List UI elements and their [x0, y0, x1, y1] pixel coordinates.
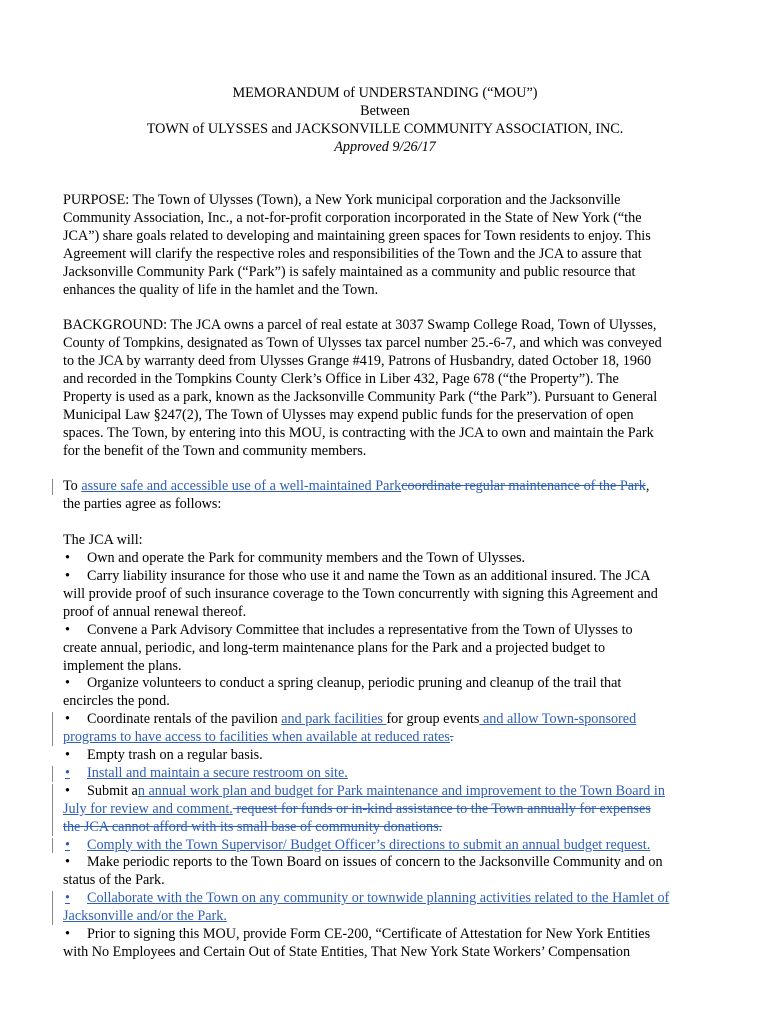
list-item	[63, 622, 713, 676]
purpose-line: Community Association, Inc., a not-for-profit corporation incorporated in the State of New York (“the	[63, 209, 642, 226]
list-item-text: Make periodic reports to the Town Board on issues of concern to the Jacksonville Community and on	[87, 854, 663, 871]
list-item	[63, 783, 713, 837]
list-item	[63, 854, 713, 890]
jca-heading: The JCA will:	[63, 532, 143, 549]
background-line: Municipal Law §247(2), The Town of Ulysses may expend public funds for the preservation of open	[63, 406, 634, 423]
list-item	[63, 550, 713, 568]
list-item-text: Convene a Park Advisory Committee that includes a representative from the Town of Ulysses to	[87, 621, 633, 638]
intro-suffix: ,	[645, 478, 650, 495]
list-item-text: will provide proof of such insurance coverage to the Town concurrently with signing this Agreement and	[63, 585, 658, 602]
background-line: and recorded in the Tompkins County Clerk’s Office in Liber 432, Page 678 (“the Property”). The	[63, 371, 619, 388]
parties-line: TOWN of ULYSSES and JACKSONVILLE COMMUNITY ASSOCIATION, INC.	[146, 121, 624, 137]
list-item-text: Empty trash on a regular basis.	[87, 747, 263, 764]
purpose-line: PURPOSE: The Town of Ulysses (Town), a New York municipal corporation and the Jacksonville	[63, 192, 621, 208]
list-item-text: Coordinate rentals of the pavilion	[87, 711, 282, 728]
background-line: for the benefit of the Town and community members.	[63, 442, 367, 459]
agreement-intro-line	[63, 478, 713, 496]
background-line: spaces. The Town, by entering into this MOU, is contracting with the JCA to own and maintain the Park	[63, 424, 654, 441]
inserted-text: programs to have access to facilities when available at reduced rates	[63, 729, 450, 746]
bullet-dot: •	[65, 836, 70, 853]
bullet-dot: •	[65, 550, 70, 567]
list-item	[63, 837, 713, 855]
jca-obligations-list	[63, 550, 713, 962]
list-item-text: Own and operate the Park for community members and the Town of Ulysses.	[87, 550, 526, 567]
purpose-line: Agreement will clarify the respective roles and responsibilities of the Town and the JCA to assure that	[63, 245, 642, 262]
deleted-text: the JCA cannot afford with its small base of community donations.	[63, 818, 443, 835]
inserted-text: Collaborate with the Town on any community or townwide planning activities related to the Hamlet of	[87, 890, 670, 907]
bullet-dot: •	[65, 675, 70, 692]
background-line: Property is used as a park, known as the Jacksonville Community Park (“the Park”). Pursuant to General	[63, 388, 658, 405]
document-body	[63, 192, 713, 962]
bullet-dot: •	[65, 711, 70, 728]
list-item	[63, 926, 713, 962]
between-line: Between	[360, 103, 410, 119]
list-item-text: Prior to signing this MOU, provide Form CE-200, “Certificate of Attestation for New York Entities	[87, 926, 651, 943]
list-item-text: implement the plans.	[63, 657, 182, 674]
approved-date: Approved 9/26/17	[334, 139, 436, 155]
bullet-dot: •	[65, 764, 70, 781]
agreement-intro-line: the parties agree as follows:	[63, 496, 222, 513]
list-item	[63, 568, 713, 622]
inserted-text: n annual work plan and budget for Park maintenance and improvement to the Town Board in	[137, 782, 665, 799]
purpose-paragraph	[63, 192, 713, 299]
inserted-text: Comply with the Town Supervisor/ Budget Officer’s directions to submit an annual budget request.	[87, 836, 651, 853]
list-item-text: create annual, periodic, and long-term maintenance plans for the Park and a projected budget to	[63, 639, 606, 656]
bullet-dot: •	[65, 854, 70, 871]
list-item-text: Submit a	[87, 782, 138, 799]
deleted-text: request for funds or in-kind assistance to the Town annually for expenses	[232, 800, 651, 817]
inserted-text: Install and maintain a secure restroom on site.	[87, 764, 348, 781]
bullet-dot: •	[65, 747, 70, 764]
list-item-text: encircles the pond.	[63, 693, 170, 710]
bullet-dot: •	[65, 567, 70, 584]
inserted-text: July for review and comment.	[63, 800, 233, 817]
list-item	[63, 890, 713, 926]
document-header	[0, 84, 770, 156]
inserted-text: and allow Town-sponsored	[479, 711, 637, 728]
list-item	[63, 675, 713, 711]
bullet-dot: •	[65, 890, 70, 907]
inserted-text: assure safe and accessible use of a well-maintained Park	[81, 478, 402, 495]
list-item-text: status of the Park.	[63, 872, 165, 889]
document-title: MEMORANDUM of UNDERSTANDING (“MOU”)	[232, 85, 538, 101]
list-item	[63, 711, 713, 747]
inserted-text: Jacksonville and/or the Park.	[63, 908, 227, 925]
background-line: BACKGROUND: The JCA owns a parcel of real estate at 3037 Swamp College Road, Town of Ulysses,	[63, 317, 657, 334]
background-line: County of Tompkins, designated as Town of Ulysses tax parcel number 25.-6-7, and which was conveyed	[63, 335, 662, 352]
background-line: to the JCA by warranty deed from Ulysses Grange #419, Patrons of Husbandry, dated October 18, 1960	[63, 353, 652, 370]
list-item-text: with No Employees and Certain Out of State Entities, That New York State Workers’ Compensation	[63, 944, 631, 961]
list-item-text: proof of annual renewal thereof.	[63, 603, 247, 620]
purpose-line: JCA”) share goals related to developing and maintaining green spaces for Town residents to enjoy. This	[63, 227, 651, 244]
inserted-text: and park facilities	[281, 711, 387, 728]
bullet-dot: •	[65, 782, 70, 799]
bullet-dot: •	[65, 926, 70, 943]
list-item	[63, 765, 713, 783]
list-item-text: for group events	[386, 711, 480, 728]
deleted-text: coordinate regular maintenance of the Park	[401, 478, 646, 495]
intro-prefix: To	[63, 478, 82, 495]
background-paragraph	[63, 317, 713, 460]
list-item	[63, 747, 713, 765]
purpose-line: Jacksonville Community Park (“Park”) is safely maintained as a community and public resource that	[63, 263, 636, 280]
deleted-text: .	[449, 729, 454, 746]
purpose-line: enhances the quality of life in the hamlet and the Town.	[63, 281, 379, 298]
bullet-dot: •	[65, 621, 70, 638]
list-item-text: Carry liability insurance for those who use it and name the Town as an additional insured. The JCA	[87, 567, 651, 584]
agreement-intro-paragraph	[63, 478, 713, 514]
list-item-text: Organize volunteers to conduct a spring cleanup, periodic pruning and cleanup of the trail that	[87, 675, 622, 692]
